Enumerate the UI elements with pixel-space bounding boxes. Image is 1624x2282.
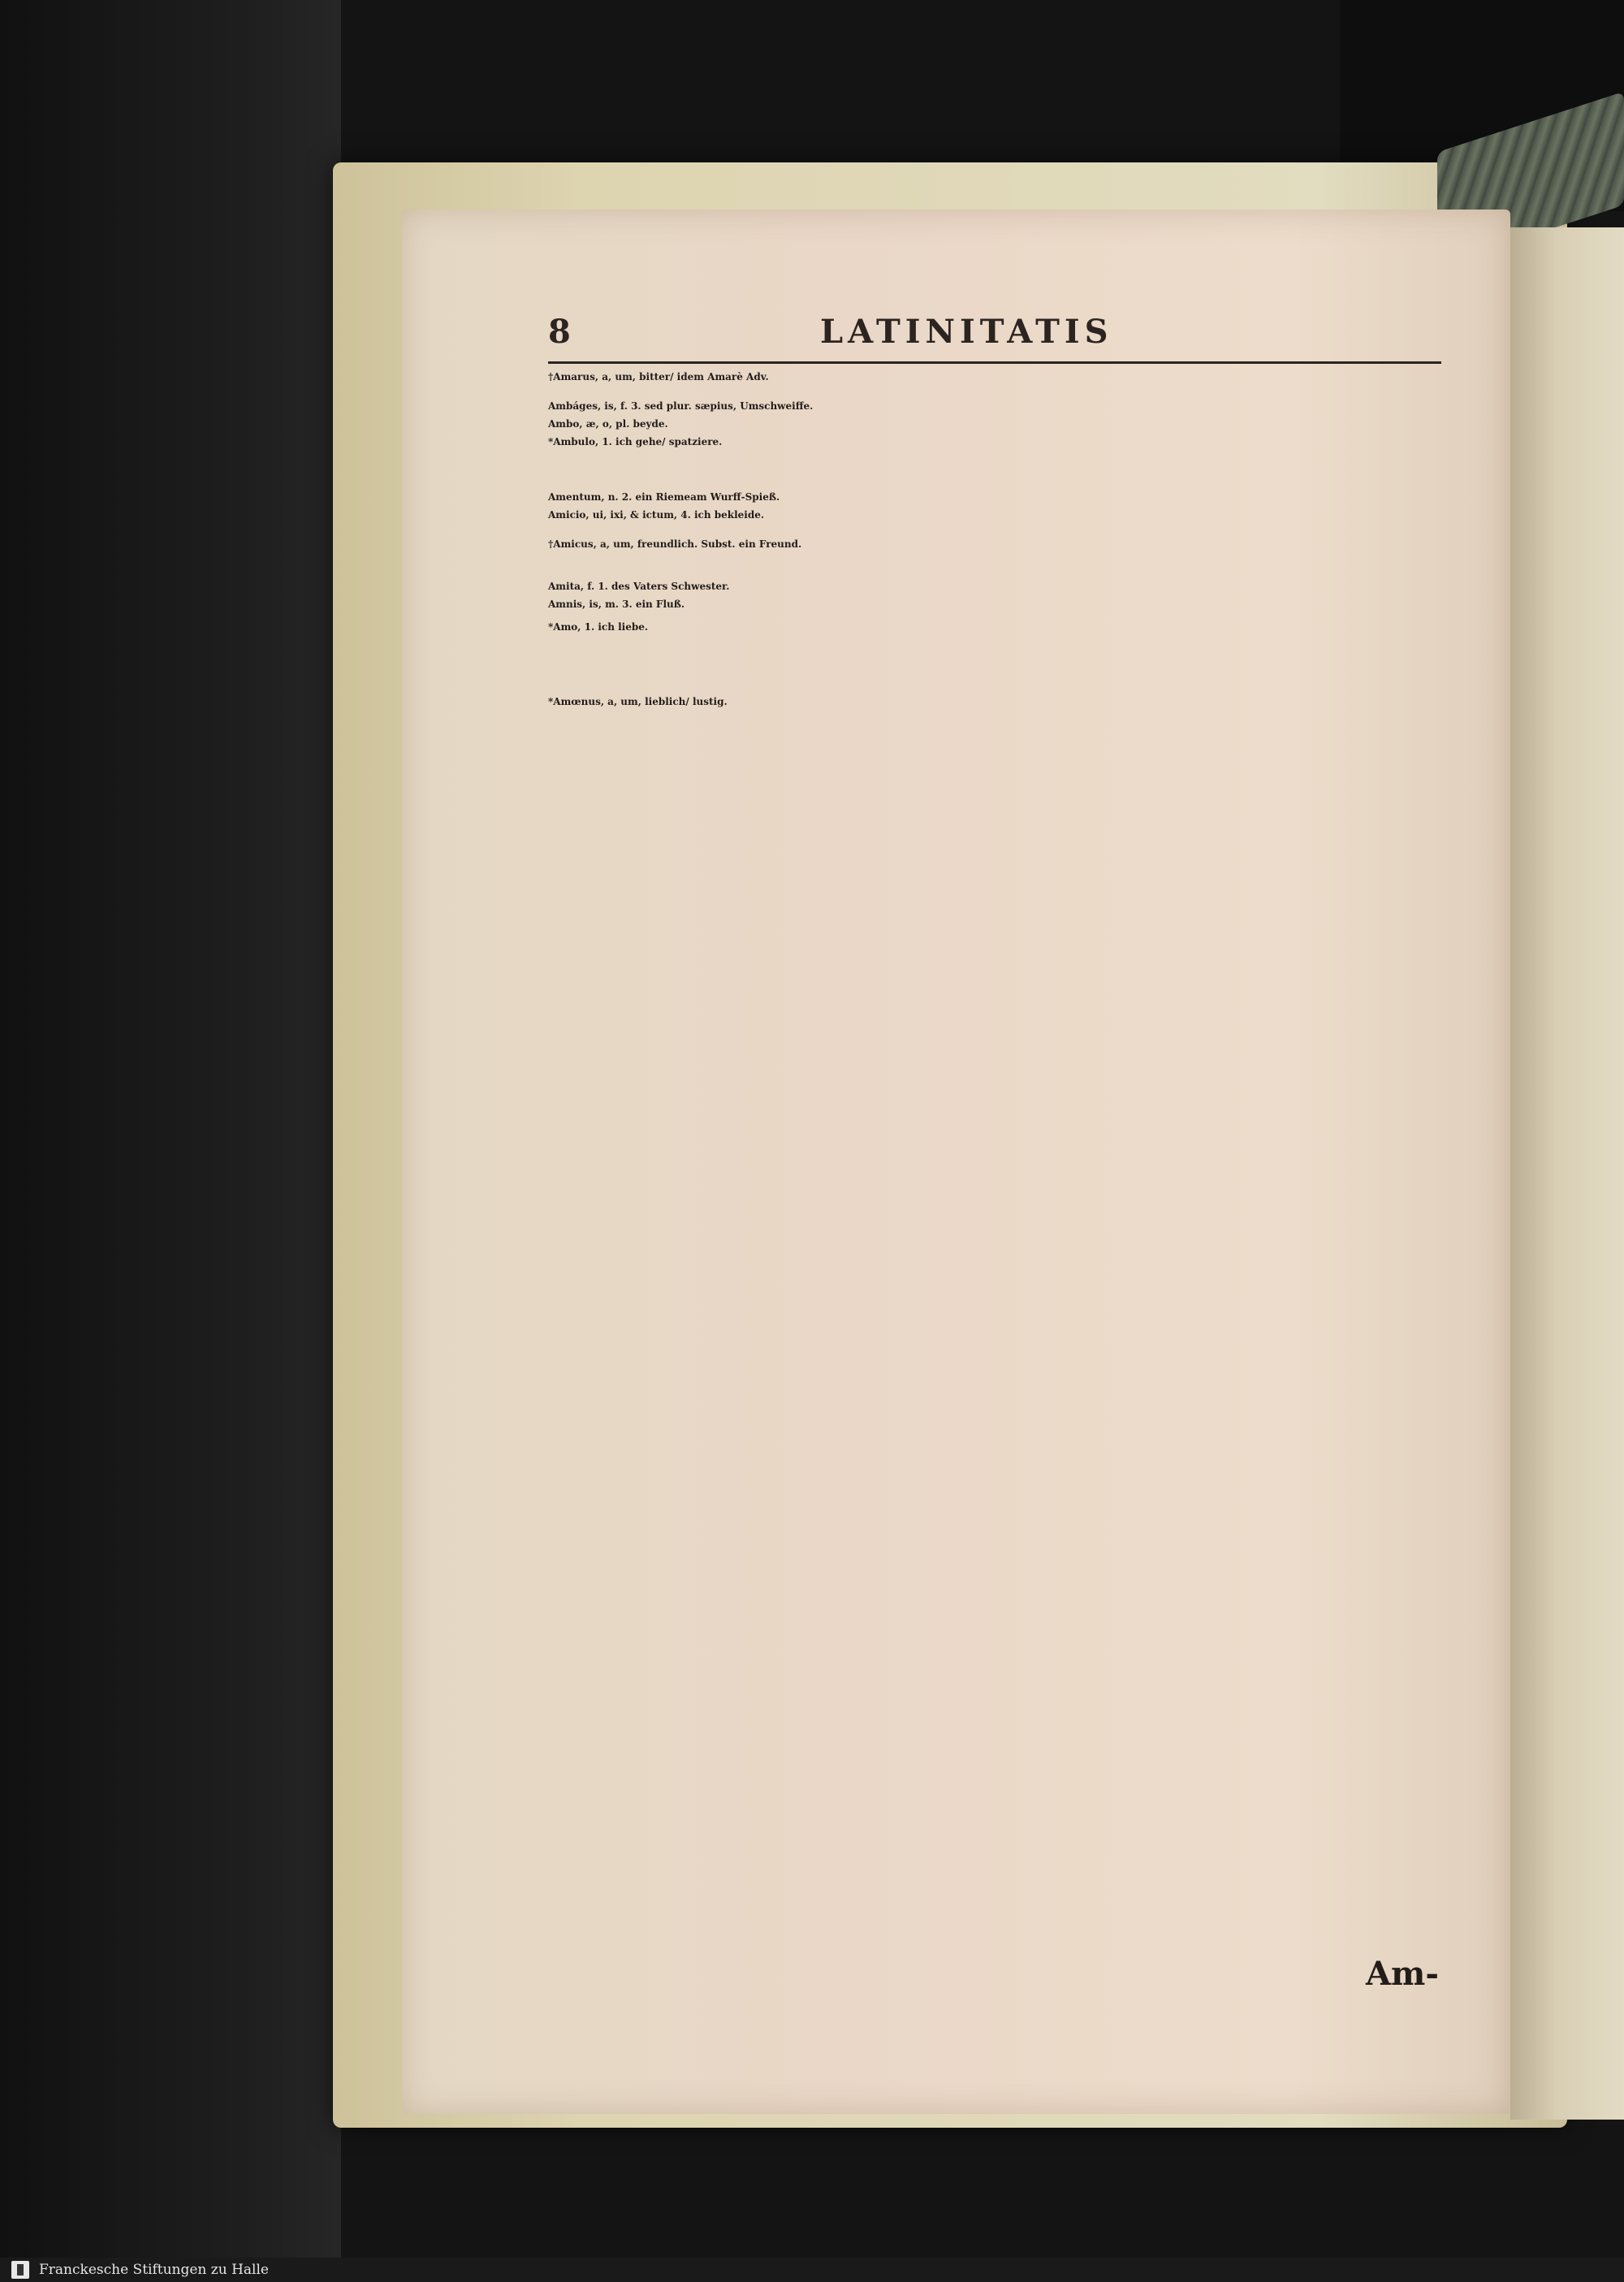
facing-page-edge <box>1510 227 1624 2120</box>
headword-entry: *Ambulo, 1. ich gehe/ spatziere. <box>548 436 723 447</box>
footer-institution-name: Franckesche Stiftungen zu Halle <box>39 2262 269 2278</box>
headword-entry: *Amo, 1. ich liebe. <box>548 621 649 633</box>
headword-entry: †Amarus, a, um, bitter/ idem Amarè Adv. <box>548 371 769 382</box>
running-head <box>548 313 1441 364</box>
catchword: Am- <box>1366 1955 1439 1993</box>
headword-entry: Amnis, is, m. 3. ein Fluß. <box>548 599 685 610</box>
dictionary-entries <box>548 372 1441 718</box>
running-head-title: LATINITATIS <box>820 313 1113 351</box>
background-left <box>0 0 341 2258</box>
page-content <box>548 313 1441 2018</box>
headword-entry: Amentum, n. 2. ein Riemeam Wurff-Spieß. <box>548 491 780 503</box>
headword-entry: *Amœnus, a, um, lieblich/ lustig. <box>548 696 728 707</box>
institution-logo-icon <box>11 2261 29 2279</box>
footer-bar <box>0 2258 1624 2282</box>
headword-entry: Amita, f. 1. des Vaters Schwester. <box>548 581 730 592</box>
headword-entry: Ambo, æ, o, pl. beyde. <box>548 418 668 430</box>
page-number: 8 <box>548 313 571 351</box>
headword-entry: Amicio, ui, ixi, & ictum, 4. ich bekleide. <box>548 509 765 521</box>
headword-entry: Ambáges, is, f. 3. sed plur. sæpius, Umschweiffe. <box>548 400 814 412</box>
headword-entry: †Amicus, a, um, freundlich. Subst. ein Freund. <box>548 538 802 550</box>
